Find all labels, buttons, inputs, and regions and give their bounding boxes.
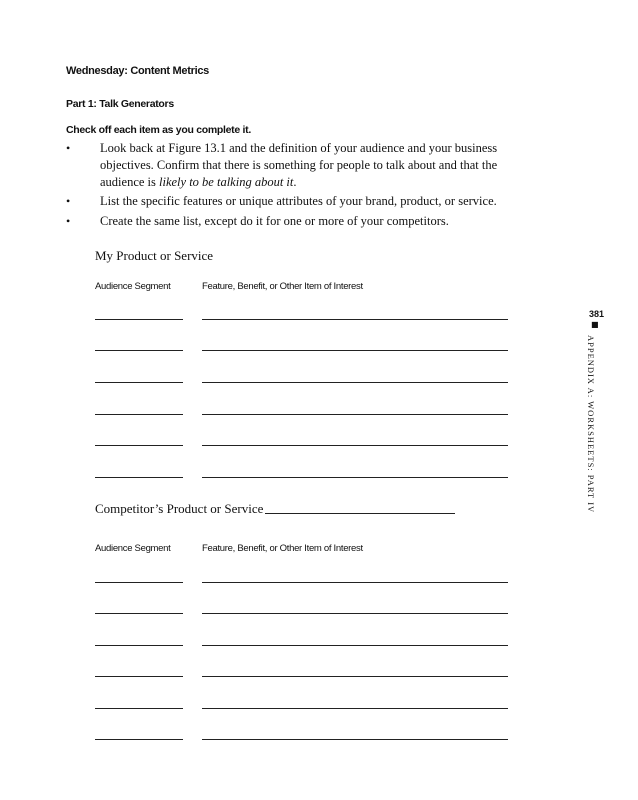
table1-audience-blank[interactable]	[95, 445, 183, 446]
bullet-item-3: Create the same list, except do it for one or more of your competitors.	[100, 214, 449, 228]
section-title: Wednesday: Content Metrics	[66, 65, 209, 77]
table2-feature-blank[interactable]	[202, 739, 508, 740]
table2-audience-blank[interactable]	[95, 645, 183, 646]
table2-col-audience: Audience Segment	[95, 543, 171, 554]
table2-feature-blank[interactable]	[202, 582, 508, 583]
bullet-item-2: List the specific features or unique attributes of your brand, product, or service.	[100, 194, 497, 208]
bullet-marker: •	[66, 214, 71, 228]
bullet-1-line-3-suffix: .	[293, 175, 297, 189]
table1-audience-blank[interactable]	[95, 350, 183, 351]
bullet-1-line-3	[100, 174, 512, 191]
table2-feature-blank[interactable]	[202, 645, 508, 646]
table1-audience-blank[interactable]	[95, 382, 183, 383]
bullet-1-line-3-prefix: audience is	[100, 175, 160, 189]
table1-feature-blank[interactable]	[202, 445, 508, 446]
table1-col-feature: Feature, Benefit, or Other Item of Interest	[202, 281, 363, 292]
bullet-marker: •	[66, 141, 71, 155]
table2-audience-blank[interactable]	[95, 676, 183, 677]
table1-feature-blank[interactable]	[202, 319, 508, 320]
page-number: 381	[589, 309, 605, 319]
bullet-1-line-1: Look back at Figure 13.1 and the definition of your audience and your business	[100, 141, 498, 155]
instruction-text: Check off each item as you complete it.	[66, 124, 251, 136]
table2-title: Competitor’s Product or Service	[95, 501, 264, 516]
table2-feature-blank[interactable]	[202, 613, 508, 614]
bullet-item-1	[100, 140, 512, 191]
table1-feature-blank[interactable]	[202, 350, 508, 351]
table1-title: My Product or Service	[95, 248, 214, 263]
bullet-1-line-2: objectives. Confirm that there is something for people to talk about and that the	[100, 158, 498, 172]
table2-audience-blank[interactable]	[95, 582, 183, 583]
competitor-name-blank[interactable]	[265, 513, 455, 514]
table1-feature-blank[interactable]	[202, 477, 508, 478]
table1-audience-blank[interactable]	[95, 477, 183, 478]
table1-col-audience: Audience Segment	[95, 281, 171, 292]
running-head	[583, 335, 601, 535]
table2-audience-blank[interactable]	[95, 708, 183, 709]
bullet-1-line-3-italic: likely to be talking about it	[159, 175, 294, 189]
table2-audience-blank[interactable]	[95, 739, 183, 740]
table1-audience-blank[interactable]	[95, 414, 183, 415]
running-head-text: APPENDIX A: WORKSHEETS: PART IV	[586, 335, 596, 514]
table2-col-feature: Feature, Benefit, or Other Item of Interest	[202, 543, 363, 554]
part-title: Part 1: Talk Generators	[66, 98, 174, 110]
table2-feature-blank[interactable]	[202, 676, 508, 677]
table2-feature-blank[interactable]	[202, 708, 508, 709]
table1-feature-blank[interactable]	[202, 382, 508, 383]
table1-feature-blank[interactable]	[202, 414, 508, 415]
table1-audience-blank[interactable]	[95, 319, 183, 320]
square-separator-icon: ■	[591, 320, 599, 329]
bullet-marker: •	[66, 194, 71, 208]
table2-audience-blank[interactable]	[95, 613, 183, 614]
